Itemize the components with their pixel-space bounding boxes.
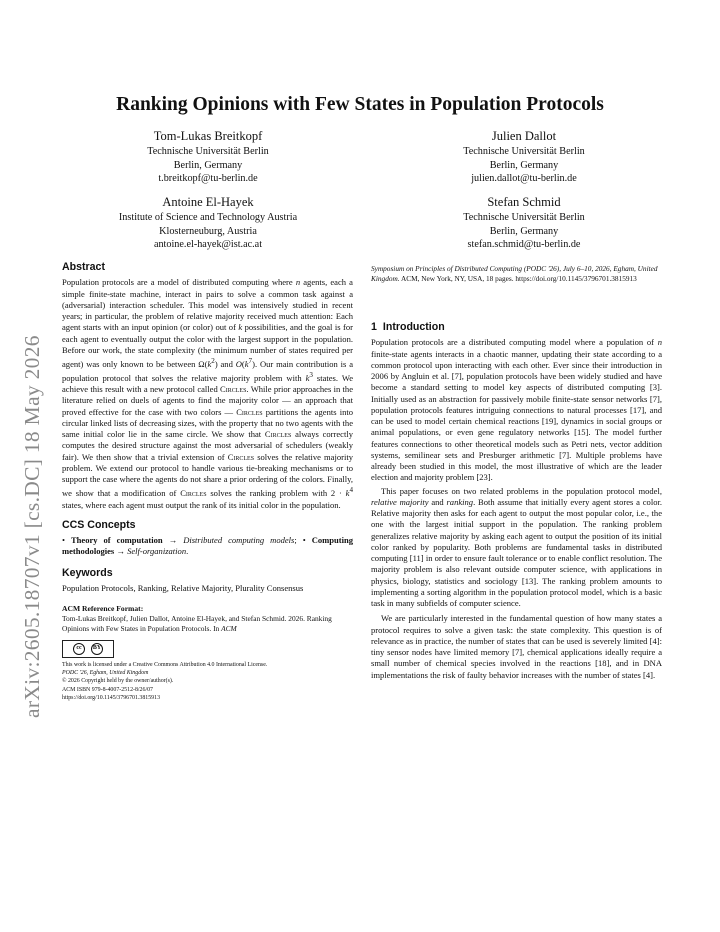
author-block bbox=[58, 194, 358, 252]
license-isbn: ACM ISBN 979-8-4007-2512-8/26/07 bbox=[62, 686, 153, 693]
license-block bbox=[62, 661, 353, 702]
creative-commons-badge bbox=[62, 640, 114, 658]
section-title: Introduction bbox=[382, 321, 445, 333]
circles-protocol-name: Circles bbox=[180, 488, 207, 499]
intro-paragraph: This paper focuses on two related problems in the population protocol model, relative majority and ranking. Both assume that initially every agent stores a color. Relative majority then asks for each agent to output the most popular color, i.e., the one with the largest initial support in the population. The ranking problem generalizes relative majority by asking each agent to output the position of its initial color ranked by popularity. Both problems are fundamental tasks in distributed computing [11] in order to ensure fault tolerance or to enable conflict resolution. The majority problem is also relevant outside computer science, with applications in physics, biology, statistics and sociology [13]. The ranking problem amounts to implementing a sorting algorithm in the population protocol model, which is a basic task in many subfields of computer science. bbox=[371, 485, 662, 608]
license-doi: https://doi.org/10.1145/3796701.3815913 bbox=[62, 694, 161, 701]
circles-protocol-name: Circles bbox=[227, 451, 255, 462]
section-number: 1 bbox=[371, 321, 377, 333]
circles-protocol-name: Circles bbox=[220, 384, 247, 395]
venue-note: Symposium on Principles of Distributed Computing (PODC '26), July 6–10, 2026, Egham, United Kingdom. ACM, New York, NY, USA, 18 pages. https://doi.org/10.1145/3796701.3815913 bbox=[371, 264, 658, 283]
circles-protocol-name: Circles bbox=[264, 429, 292, 440]
license-copyright: © 2026 Copyright held by the owner/author(s). bbox=[62, 678, 174, 685]
author-location: Berlin, Germany bbox=[489, 225, 559, 237]
acm-reference-text: Tom-Lukas Breitkopf, Julien Dallot, Antoine El-Hayek, and Stefan Schmid. 2026. Ranking Opinions with Few States in Population Protocols. In ACM bbox=[62, 614, 332, 634]
introduction-heading bbox=[371, 322, 662, 333]
by-attribution-icon: BY bbox=[91, 643, 103, 655]
author-name: Antoine El-Hayek bbox=[162, 195, 254, 209]
author-location: Klosterneuburg, Austria bbox=[159, 225, 257, 237]
circles-protocol-name: Circles bbox=[236, 406, 263, 417]
license-venue: PODC '26, Egham, United Kingdom bbox=[62, 670, 149, 677]
author-location: Berlin, Germany bbox=[489, 159, 559, 171]
acm-reference-label: ACM Reference Format: bbox=[62, 604, 144, 614]
arxiv-identifier-stamp: arXiv:2605.18707v1 [cs.DC] 18 May 2026 bbox=[20, 335, 44, 718]
author-name: Stefan Schmid bbox=[487, 195, 561, 209]
author-block bbox=[58, 128, 358, 186]
author-email: t.breitkopf@tu-berlin.de bbox=[158, 173, 258, 184]
abstract-text: Population protocols are a model of distributed computing where n agents, each a simple finite-state machine, interact in pairs to solve a common task against a (adversarial) interaction scheduler. This model was intensively studied in recent years; in particular, the problem of relative majority received much attention: Each agent starts with an input opinion (or color) out of k possibilities, and the goal is for each agent to eventually output the color with the largest support in the population. Before our work, the state complexity (the minimum number of states required per agent) was only known to be between $\Omega(k^2)$ and $O(k^7)$. Our main contribution is a population protocol that solves the relative majority problem with $k^3$ states. We achieve this result with a new protocol called Circles. While prior approaches in the literature relied on duels of agents to find the majority color — an approach that proved effective for the case with two colors — Circles partitions the agents into circular linked lists of decreasing sizes, with the property that no two agents with the same initial color lie in the same circle. We show that Circles always correctly computes the desired structure against the most adversarial of schedulers (weakly fair). We then show that a trivial extension of Circles solves the relative majority problem. We extend our protocol to handle various tie-breaking mechanisms or to support the case where the agents do not share a prior ordering of the colors. Finally, we show that a modification of Circles solves the ranking problem with $2 \cdot k^4$ states, where each agent must output the rank of its initial color in the population. bbox=[62, 277, 354, 510]
keywords-heading: Keywords bbox=[62, 566, 113, 579]
left-column bbox=[62, 262, 353, 702]
author-affiliation: Institute of Science and Technology Austria bbox=[118, 212, 298, 223]
author-name: Tom-Lukas Breitkopf bbox=[153, 129, 263, 143]
cc-icon: cc bbox=[73, 643, 85, 655]
ccs-concepts-heading: CCS Concepts bbox=[62, 518, 136, 531]
author-block bbox=[374, 128, 674, 186]
author-email: julien.dallot@tu-berlin.de bbox=[471, 173, 577, 184]
ccs-concepts-text: • Theory of computation → Distributed computing models; • Computing methodologies → Self-organization. bbox=[62, 535, 354, 557]
author-name: Julien Dallot bbox=[491, 129, 557, 143]
author-affiliation: Technische Universität Berlin bbox=[147, 146, 269, 157]
paper-title: Ranking Opinions with Few States in Population Protocols bbox=[116, 94, 604, 115]
intro-paragraph: We are particularly interested in the fundamental question of how many states a protocol requires to solve a given task: the state complexity. This question is of relevance as in practice, the number of states that can be used is severely limited [4]: tiny sensor nodes have limited memory [7], chemical applications ideally require a small number of chemical species involved in the reactions [18], and in DNA implementations the risk of faulty behavior increases with the number of states [4]. bbox=[371, 613, 662, 680]
author-email: stefan.schmid@tu-berlin.de bbox=[467, 239, 581, 250]
author-block bbox=[374, 194, 674, 252]
author-affiliation: Technische Universität Berlin bbox=[463, 212, 585, 223]
keywords-text: Population Protocols, Ranking, Relative Majority, Plurality Consensus bbox=[62, 582, 304, 593]
intro-paragraph: Population protocols are a distributed computing model where a population of n finite-state agents interacts in a chaotic manner, updating their state according to a common protocol upon interacting with each other. Ever since their introduction in 2006 by Angluin et al. [7], population protocols have been widely studied and have become a standard setting to model key aspects of distributed computing [3]. Initially used as an abstraction for passively mobile finite-state sensor networks [7], population protocols features intriguing connections to natural processes [17], and can be used to model certain chemical reactions [19], dynamics in social groups or animal populations, or even gene regulatory networks [15]. The model further features connections to other theoretical models such as Petri nets, vector addition systems, semilinear sets and Presburger arithmetic [7]. Multiple problems have already been studied in this model, the most illustrative of which are the leader election and majority problem [23]. bbox=[371, 337, 662, 483]
license-line: This work is licensed under a Creative Commons Attribution 4.0 International License. bbox=[62, 662, 268, 669]
author-location: Berlin, Germany bbox=[173, 159, 243, 171]
author-email: antoine.el-hayek@ist.ac.at bbox=[153, 239, 263, 250]
right-column bbox=[371, 264, 662, 681]
abstract-heading: Abstract bbox=[62, 261, 105, 273]
author-affiliation: Technische Universität Berlin bbox=[463, 146, 585, 157]
